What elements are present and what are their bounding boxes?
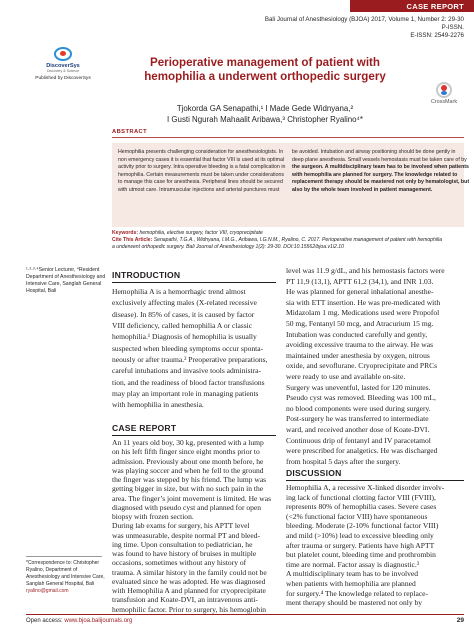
crossmark-label: CrossMark: [430, 99, 458, 105]
body-line: from hospital 5 days after the surgery.: [286, 456, 401, 466]
body-line: PT 11,9 (13,1), APTT 61,2 (34,1), and INR 1.03.: [286, 276, 434, 286]
body-line: level was 11.9 g/dL, and his hemostasis factors were: [286, 266, 445, 275]
correspondence-note: [26, 560, 105, 595]
body-line: area. The finger’s joint movement is limited. He was: [112, 493, 272, 503]
discoversys-logo-icon: [52, 46, 74, 62]
case-report-body: [112, 438, 278, 614]
body-line: neously or after trauma.² Preoperative preparations,: [112, 355, 268, 365]
body-line: ment therapy should be mastered not only by: [286, 598, 423, 608]
journal-url-link[interactable]: www.bjoa.balijournals.org: [64, 618, 133, 624]
introduction-body: [112, 286, 278, 411]
body-line: bleeding. Moderate (2-10% functional factor VIII): [286, 521, 439, 531]
affiliation-line: ¹·²·³·⁴Senior Lecturer, ⁴Resident: [26, 267, 100, 273]
abstract-line: also by the whole team involved in patient management.: [292, 186, 433, 193]
body-line: ward, and received another dose of Koate-DVI.: [286, 424, 430, 434]
abstract-box: [112, 143, 470, 227]
body-line: 50 mg, Fentanyl 50 mcg, and Atracurium 15 mg.: [286, 318, 434, 328]
body-line: was unmeasurable, despite normal PT and bleed-: [112, 530, 261, 540]
correspondence-line: *Correspondence to: Christopher: [26, 560, 100, 566]
body-line: Midazolam 1 mg. Medications used were Propofol: [286, 308, 440, 318]
author-affiliation: [26, 267, 106, 295]
case-report-rule: [112, 435, 276, 436]
body-line: time are normal. Factor assay is diagnostic.³: [286, 559, 420, 569]
body-line: and mild (>10%) lead to excessive bleeding only: [286, 530, 434, 540]
body-line: admission. Previously about one month before, he: [112, 456, 264, 466]
discussion-heading: DISCUSSION: [286, 468, 342, 478]
author-line: Tjokorda GA Senapathi,¹ I Made Gede Widnyana,²: [176, 104, 354, 113]
body-line: A multidisciplinary team has to be involved: [286, 569, 419, 579]
article-metadata: [112, 230, 468, 252]
body-line: ing lack of functional clotting factor VIII (FVIII),: [286, 492, 436, 502]
body-line: when patients with hemophilia are planned: [286, 578, 416, 588]
body-line: evaluated since he was adopted. He was diagnosed: [112, 576, 266, 586]
correspondence-email-link[interactable]: ryalino@gmail.com: [26, 587, 69, 594]
abstract-line: the surgeon. A multidisciplinary team has to be involved when patients: [292, 164, 469, 171]
body-line: An 11 years old boy, 30 kg, presented with a lump: [112, 438, 264, 447]
publisher-logo: [28, 46, 98, 81]
abstract-divider: [112, 137, 464, 138]
body-line: disease). In 85% of cases, it is caused by factor: [112, 309, 255, 319]
body-line: getting bigger in size, but with no such pain in the: [112, 484, 264, 494]
body-line: may play an important role in managing patients: [112, 389, 259, 399]
body-line: trauma. A similar history in the family could not be: [112, 567, 267, 577]
affiliation-line: Intensive Care, Sanglah General: [26, 281, 102, 288]
body-line: transfusion and Koate-DVI, an intravenous anti-: [112, 595, 258, 605]
abstract-line: non emergency cases it is essential that factor VIII is used at its optimal: [118, 156, 285, 163]
body-line: Continuous drip of fentanyl and IV paracetamol: [286, 435, 431, 445]
article-title: [112, 56, 418, 84]
body-line: diagnosed with pseudo cyst and planned for open: [112, 502, 262, 512]
correspondence-line: Anesthesiology and Intensive Care,: [26, 573, 105, 580]
body-line: with hemophilia in anesthesia.: [112, 400, 204, 410]
body-line: but platelet count, bleeding time and prothrombin: [286, 550, 436, 560]
logo-tagline: Discovery & Science: [46, 69, 80, 73]
abstract-line: deep plane anesthesia. Small vessels hemostasis must be taken care of by: [292, 156, 467, 163]
page-number: 29: [456, 617, 464, 624]
abstract-line: replacement therapy should be mastered not only by hematologist, but: [292, 179, 470, 186]
journal-info: [204, 16, 464, 40]
cite-label: Cite This Article:: [112, 237, 153, 244]
discussion-body: [286, 483, 466, 608]
body-line: Hemophilia A is a hemorrhagic trend almost: [112, 287, 246, 296]
article-type-badge: CASE REPORT: [350, 0, 474, 12]
title-line: Perioperative management of patient with: [150, 56, 380, 69]
cite-text: Senapathi, T.G.A., Widnyana, I.M.G., Aribawa, I.G.N.M., Ryalino, C. 2017. Perioperative management of patient with hemophilia: [152, 237, 443, 244]
open-access-label: Open access:: [26, 618, 65, 624]
body-line: hemophilia.¹ Diagnosis of hemophilia is usually: [112, 332, 257, 342]
correspondence-line: Ryalino, Department of: [26, 566, 78, 573]
body-line: Pseudo cyst was removed. Bleeding was 100 mL,: [286, 393, 436, 403]
body-line: hemophilic factor. Prior to surgery, his hemoglobin: [112, 604, 267, 614]
abstract-heading: ABSTRACT: [112, 129, 148, 135]
crossmark-icon: [436, 82, 452, 98]
abstract-line: activity prior to surgery. Intra operative bleeding is a fatal complication in: [118, 164, 286, 171]
eissn-line: E-ISSN: 2549-2276: [410, 32, 464, 39]
abstract-left-column: [118, 149, 286, 194]
case-report-heading: CASE REPORT: [112, 423, 177, 433]
logo-name: DiscoverSys: [46, 63, 80, 69]
body-line: Intubation was conducted carefully and gently,: [286, 329, 428, 339]
correspondence-divider: [26, 556, 102, 557]
body-line: occasions, sometimes without any history of: [112, 558, 247, 568]
affiliation-line: Department of Anesthesiology and: [26, 274, 106, 281]
body-line: were ready to use and available on-site.: [286, 371, 406, 381]
body-line: the finger was stepped by his friend. The lump was: [112, 475, 267, 484]
body-line: no blood components were used during surgery.: [286, 403, 431, 413]
body-line: with Hemophilia A and planned for cryoprecipitate: [112, 586, 266, 595]
body-line: were prescribed for analgetics. He was discharged: [286, 446, 438, 456]
open-access-note: [26, 618, 132, 624]
body-line: suspected when bleeding symptoms occur sponta-: [112, 343, 264, 353]
body-line: VIII deficiency, called hemophilia A or classic: [112, 321, 253, 331]
abstract-line: hemophilia. Certain measurements must be taken under considerations: [118, 171, 285, 178]
crossmark-badge[interactable]: [424, 82, 464, 105]
body-line: was found to have history of bruises in multiple: [112, 549, 257, 558]
introduction-rule: [112, 282, 276, 283]
body-line: on his left fifth finger since eight months prior to: [112, 447, 260, 457]
author-line: I Gusti Ngurah Mahaalit Aribawa,³ Christopher Ryalino⁴*: [167, 114, 363, 124]
body-line: after trauma or surgery. Patients have high APTT: [286, 540, 435, 550]
body-line: (<2% functional factor VIII) have spontaneous: [286, 511, 428, 521]
cite-line: [112, 237, 468, 244]
body-line: for surgery.⁴ The knowledge related to replace-: [286, 588, 429, 598]
page-footer: [0, 610, 474, 631]
discussion-rule: [286, 480, 464, 481]
affiliation-line: Hospital, Bali: [26, 288, 57, 295]
body-line: careful intubations and invasive tools administra-: [112, 366, 262, 376]
footer-divider: [26, 614, 464, 615]
body-line: During lab exams for surgery, his APTT level: [112, 521, 250, 531]
title-line: hemophilia a underwent orthopedic surgery: [144, 70, 386, 83]
body-line: oxide, and sevoflurane. Cryoprecipitate and PRCs: [286, 361, 438, 371]
correspondence-line: Sanglah General Hospital, Bali: [26, 580, 95, 587]
pissn-line: P-ISSN.: [441, 24, 464, 31]
body-line: Post-surgery he was transferred to intermediate: [286, 414, 429, 424]
abstract-line: with utmost care. Intramuscular injections and arterial punctures must: [118, 186, 280, 193]
case-report-body-continued: [286, 266, 466, 467]
abstract-line: be avoided. Intubation and airway positioning should be done gently in: [292, 149, 456, 155]
body-line: Surgery was uneventful, lasted for 120 minutes.: [286, 382, 431, 392]
body-line: ing time. Upon consultation to pediatrician, he: [112, 539, 253, 549]
keywords-line: [112, 230, 468, 237]
body-line: tion, and the readiness of blood factor transfusions: [112, 377, 265, 387]
cite-line-2[interactable]: [112, 244, 468, 251]
author-list: [112, 104, 418, 125]
body-line: represents 80% of hemophilia cases. Severe cases: [286, 502, 437, 512]
abstract-line: Hemophilia presents challenging consideration for anesthesiologists. In: [118, 149, 284, 155]
body-line: biopsy with frozen section.: [112, 512, 194, 521]
journal-citation-line: Bali Journal of Anesthesiology (BJOA) 2017, Volume 1, Number 2: 29-30: [264, 16, 464, 23]
body-line: maintained under anesthesia by oxygen, nitrous: [286, 350, 430, 360]
abstract-line: with hemophilia are planned for surgery. The knowledge related to: [292, 171, 458, 178]
body-line: was playing soccer and when he fell to the ground: [112, 465, 264, 475]
body-line: avoiding excessive trauma to the airway. He was: [286, 340, 434, 350]
body-line: He was planned for general inhalational anesthe-: [286, 287, 434, 297]
abstract-right-column: [292, 149, 470, 194]
body-line: exclusively affecting males (X-related recessive: [112, 298, 257, 308]
publisher-line: Published by DiscoverSys: [35, 76, 91, 81]
keywords-text: hemophilia, elective surgery, factor VIII, cryoprecipitate: [138, 230, 263, 236]
keywords-label: Keywords:: [112, 230, 139, 236]
cite-text: a underwent orthopedic surgery. Bali Journal of Anesthesiology 1(2): 29-30. DOI:10.15562/bjoa.v1i2.10: [112, 244, 344, 251]
introduction-heading: INTRODUCTION: [112, 270, 181, 280]
abstract-line: to manage this case for anesthesia. Peripheral lines should be secured: [118, 179, 283, 186]
body-line: sia with ETT insertion. He was pre-medicated with: [286, 297, 441, 307]
body-line: Hemophilia A, a recessive X-linked disorder involv-: [286, 483, 445, 492]
